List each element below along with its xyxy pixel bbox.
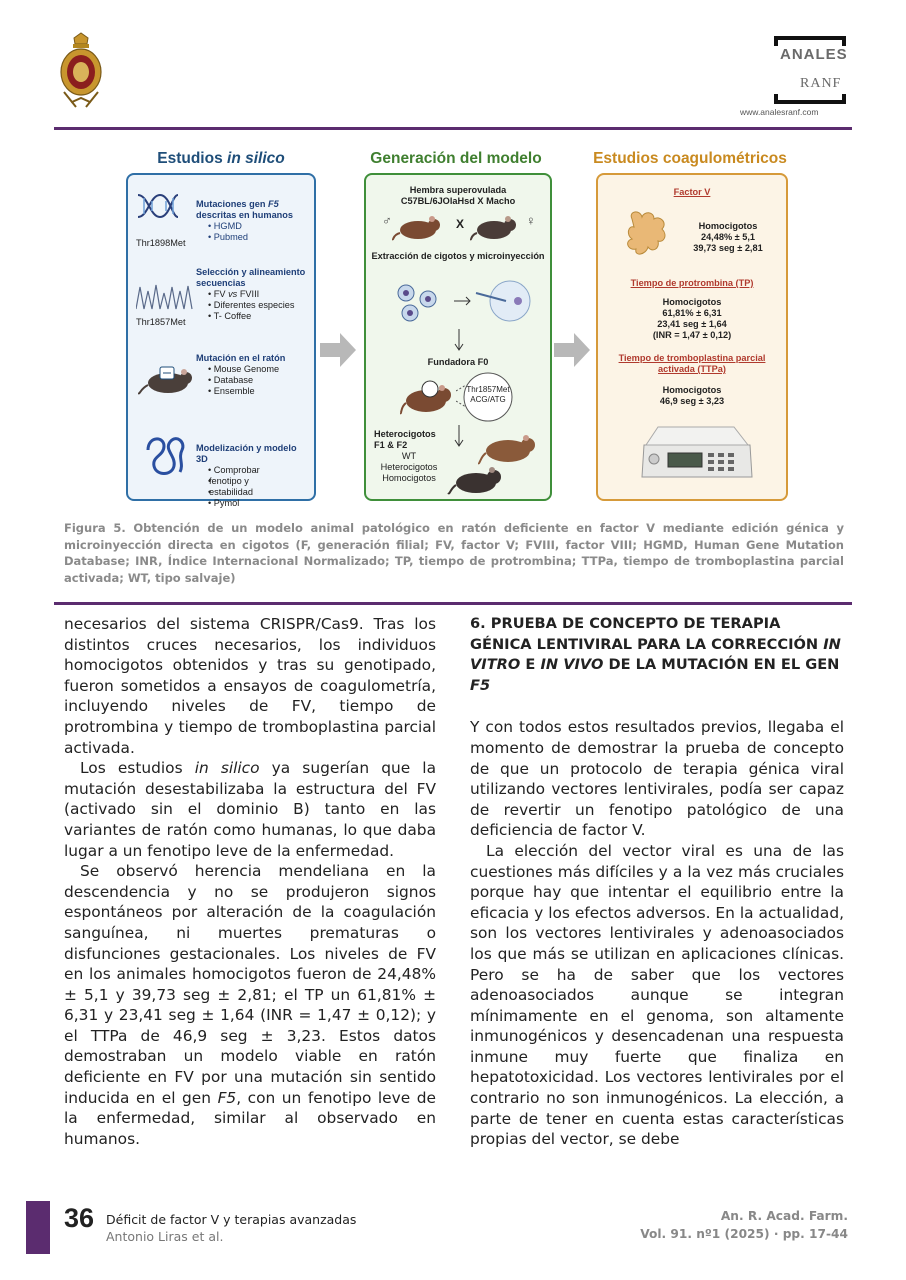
paragraph: Y con todos estos resultados previos, llegaba el momento de demostrar la prueba de concepto de que un protocolo de terapia génica viral utilizando vectores lentivirales, podía ser capaz de revertir un fenotipo patológico de una deficiencia de factor V.: [470, 718, 844, 840]
paragraph: necesarios del sistema CRISPR/Cas9. Tras los distintos cruces necesarios, los individuos homocigotos obtenidos y tras su genotipado, fueron sometidos a ensayos de coagulometría, incluyendo niveles de FV, tiempo de protrombina y tiempo de tromboplastina parcial activada.: [64, 615, 436, 757]
male-mouse-icon: [392, 213, 444, 241]
panel-coagulometricos: Factor V Homocigotos 24,48% ± 5,1 39,73 seg ± 2,81 Tiempo de protrombina (TP) Homocigotos 61,81% ± 6,31 23,41 seg ± 1,64 (INR = 1,47 ± 0,12) Tiempo de tromboplastina parcial activada (TTPa) Homocigotos 46,9 seg ± 3,23: [596, 173, 788, 501]
brown-mouse-icon: [478, 431, 542, 467]
paragraph: La elección del vector viral es una de las cuestiones más difíciles y a la vez más cruciales porque hay que intentar el equilibrio entre la eficacia y los efectos adversos. En la actualidad, son los vectores lentivirales y adenoasociados los que más se utilizan en aplicaciones clínicas. Pero se ha de saber que los vectores adenoasociados aunque se integran mínimamente en el genoma, son altamente inmunogénicos y desencadenan una respuesta inmune muy fuerte que finaliza en hepatotoxicidad. Los vectores lentivirales por el contrario no son inmunogénicos. La elección, a parte de tener en cuenta estas características propias del vector, se debe: [470, 841, 844, 1149]
page-number: 36: [64, 1203, 95, 1233]
protein-structure-icon: [144, 430, 188, 480]
journal-name: An. R. Acad. Farm.: [720, 1209, 848, 1223]
brand-anales: ANALES: [780, 46, 848, 63]
panel-in-silico: Mutaciones gen F5 descritas en humanos • HGMD • Pubmed Thr1898Met Selección y alineamiento secuencias • FV vs FVIII • Diferentes especies • T- Coffee Thr1857Met Mutación en el ratón • Mouse Genome • Database • Ensemble Modelización y modelo 3D • Comprobar • fenotipo y • estabilidad • Pymol: [126, 173, 316, 501]
founder-mouse-icon: [400, 375, 456, 419]
running-title: Déficit de factor V y terapias avanzadas: [106, 1212, 357, 1227]
figure-caption: Figura 5. Obtención de un modelo animal patológico en ratón deficiente en factor V mediante edición génica y microinyección directa en cigotos (F, generación filial; FV, factor V; FVIII, factor VIII; HGMD, Human Gene Mutation Database; INR, Índice Internacional Normalizado; TP, tiempo de protrombina; TTPa, tiempo de tromboplastina parcial activada; WT, tipo salvaje): [64, 521, 844, 585]
right-column: [470, 614, 844, 1150]
arrow-right-icon: [320, 333, 356, 367]
label-thr1857met: Thr1857Met: [136, 317, 186, 327]
academy-crest-logo: [54, 32, 108, 108]
arrow-right-icon-2: [554, 333, 590, 367]
dna-icon: [136, 189, 180, 223]
panel-generacion: Hembra superovulada C57BL/6JOlaHsd X Macho ♂ X ♀ Extracción de cigotos y microinyección Fundadora F0 Thr1857Met ACG/ATG Heterocigotos F1 & F2 WT Heterocigotos Homocigotos: [364, 173, 552, 501]
mouse-icon: [138, 363, 198, 397]
paragraph: Los estudios in silico ya sugerían que la mutación desestabilizaba la estructura del FV (activado sin el dominio B) tanto en las variantes de ratón como humanas, lo que daba lugar a un fenotipo leve de la enfermedad.: [64, 759, 437, 860]
label-thr1898met: Thr1898Met: [136, 238, 186, 248]
col3-title: Estudios coagulométricos: [593, 150, 787, 167]
female-mouse-icon: [470, 213, 522, 241]
figure-5: [122, 143, 798, 508]
arrow-down-icon-2: [454, 425, 464, 447]
footer-accent-bar: [26, 1201, 50, 1254]
paragraph: Se observó herencia mendeliana en la descendencia y no se produjeron signos espontáneos por alteración de la coagulación sanguínea, ni muertes prematuras o disfunciones gestacionales. Los niveles de FV en los animales homocigotos fueron de 24,48% ± 5,1 y 39,73 seg ± 2,81; el TP un 61,81% ± 6,31 y 23,41 seg ± 1,64 (INR = 1,47 ± 0,12); y el TTPa de 46,9 seg ± 3,23. Estos datos demostraban un modelo viable en ratón deficiente en FV por una mutación sin sentido inducida en el gen F5, con un fenotipo leve de la enfermedad, similar al observado en humanos.: [64, 862, 436, 1148]
col1-title: Estudios in silico: [157, 150, 285, 167]
journal-url[interactable]: www.analesranf.com: [740, 107, 819, 117]
col2-title: Generación del modelo: [370, 150, 542, 167]
chromatogram-icon: [136, 283, 194, 311]
microinjection-icon: [390, 279, 540, 327]
factor-v-protein-icon: [624, 209, 670, 261]
coagulometer-device-icon: [638, 419, 756, 483]
section-heading: 6. PRUEBA DE CONCEPTO DE TERAPIA GÉNICA LENTIVIRAL PARA LA CORRECCIÓN IN VITRO E IN VIVO DE LA MUTACIÓN EN EL GEN F5: [470, 615, 841, 694]
caption-divider: [54, 602, 852, 605]
header-divider: [54, 127, 852, 130]
brand-ranf: RANF: [800, 76, 842, 91]
running-authors: Antonio Liras et al.: [106, 1229, 224, 1244]
arrow-down-icon: [454, 329, 464, 351]
journal-volume: Vol. 91. nº1 (2025) · pp. 17-44: [640, 1227, 848, 1241]
dark-mouse-icon: [446, 465, 508, 497]
left-column: [64, 614, 436, 1149]
